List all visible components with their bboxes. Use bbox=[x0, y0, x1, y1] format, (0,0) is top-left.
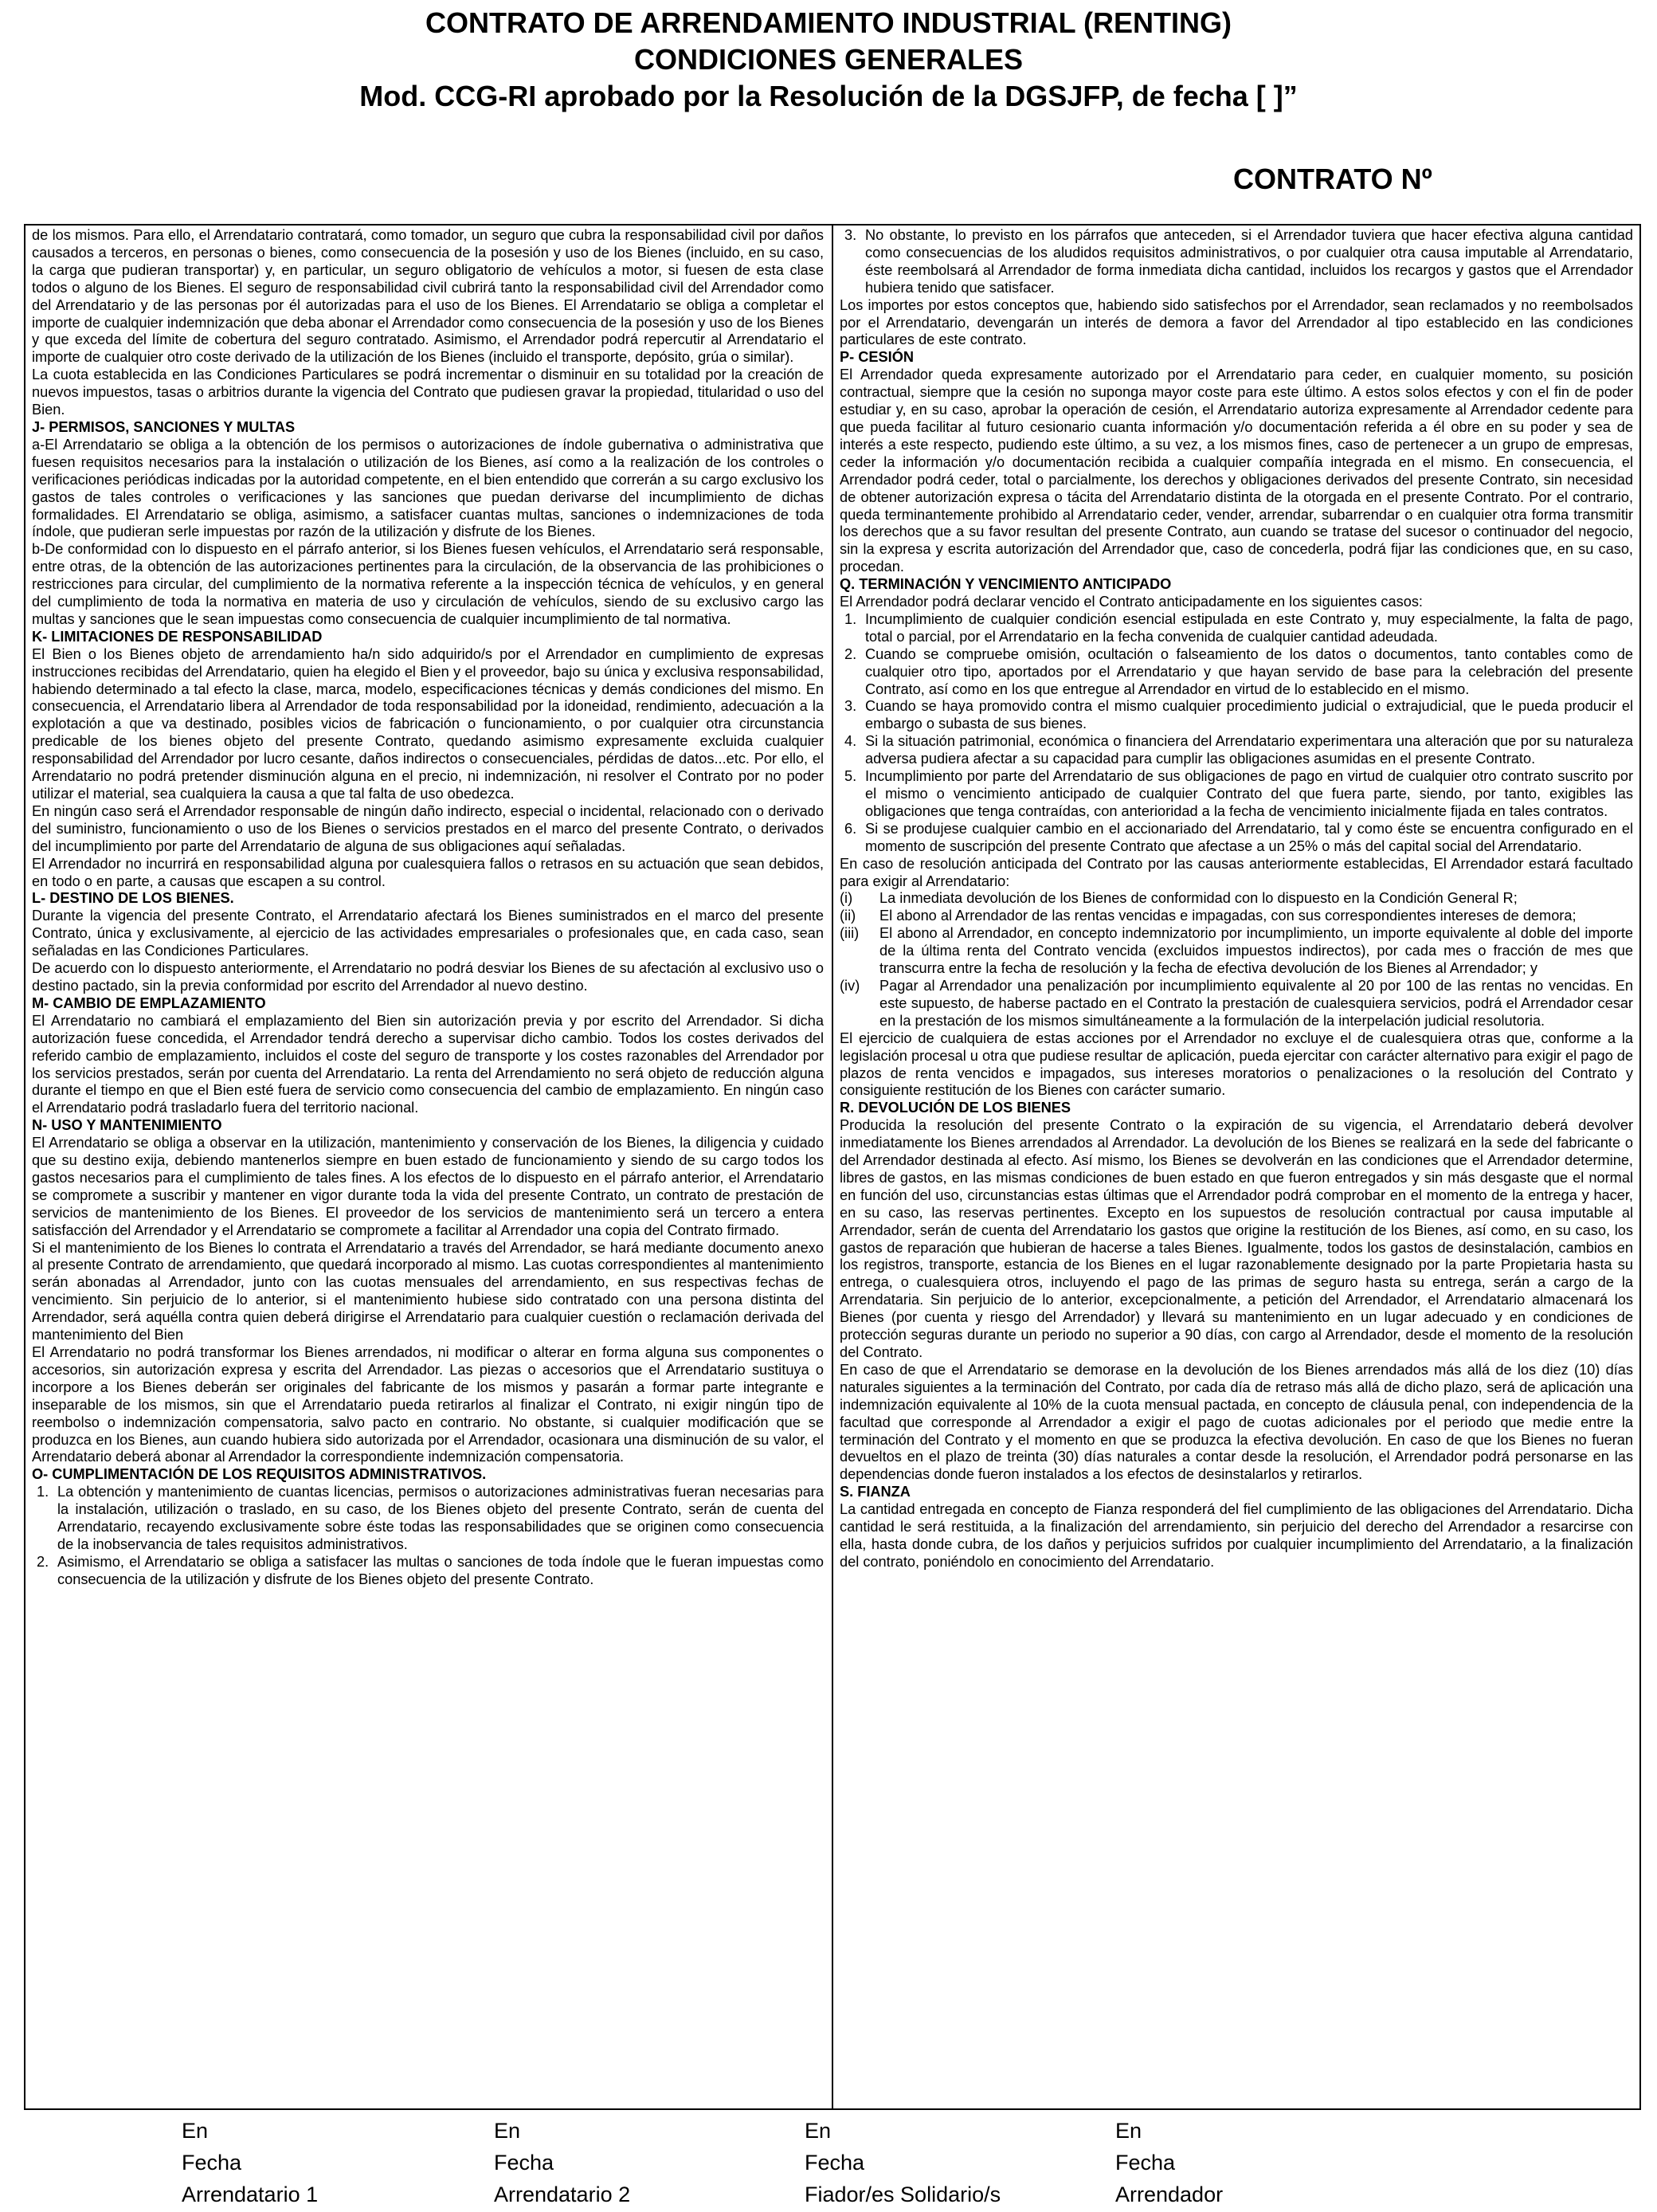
list-text: Pagar al Arrendador una penalización por incumplimiento equivalente al 20 por 100 de las rentas no vencidas. En este supuesto, de haberse pactado en el Contrato la prestación de cualesquiera servicios, podrá el Arrendador cesar en la prestación de los mismos simultáneamente a la formulación de la interpelación judicial resolutoria. bbox=[879, 977, 1633, 1029]
section-title-r: R. DEVOLUCIÓN DE LOS BIENES bbox=[840, 1100, 1071, 1116]
list-number: 2. bbox=[844, 645, 857, 662]
paragraph: En caso de resolución anticipada del Contrato por las causas anteriormente establecidas, El Arrendador estará facultado para exigir al Arrendatario: bbox=[840, 855, 1633, 889]
list-item bbox=[840, 890, 1633, 908]
section-title-p: P- CESIÓN bbox=[840, 349, 914, 366]
paragraph: El Arrendatario no cambiará el emplazamiento del Bien sin autorización previa y por escrito del Arrendador. Si dicha autorización fuese concedida, el Arrendador tendrá derecho a supervisar dicho cambio. Todos los costes derivados del referido cambio de emplazamiento, incluidos el coste del seguro de transporte y los costes razonables del Arrendador por los servicios prestados, serán por cuenta del Arrendatario. La renta del Arrendamiento no será objeto de reducción alguna durante el tiempo en que el Bien esté fuera de servicio como consecuencia del cambio de emplazamiento. En ningún caso el Arrendatario podrá trasladarlo fuera del territorio nacional. bbox=[32, 1012, 824, 1116]
list-item bbox=[840, 978, 1633, 1030]
section-title-s: S. FIANZA bbox=[840, 1484, 911, 1500]
paragraph: En caso de que el Arrendatario se demorase en la devolución de los Bienes arrendados más allá de los diez (10) días naturales siguientes a la terminación del Contrato, por cada día de retraso más allá de dicho plazo, será de aplicación una indemnización equivalente al 10% de la cuota mensual pactada, en concepto de cláusula penal, con independencia de la facultad que corresponde al Arrendador a exigir el pago de cuotas adicionales por el periodo que medie entre la terminación del Contrato y el momento en que se produzca la efectiva devolución. En caso de que los Bienes no fueran devueltos en el plazo de treinta (30) días naturales a contar desde la resolución, el Arrendador podrá personarse en las dependencias donde fueron instalados a los efectos de desinstalarlos y retirarlos. bbox=[840, 1361, 1633, 1483]
paragraph: El Arrendador podrá declarar vencido el Contrato anticipadamente en los siguientes casos: bbox=[840, 594, 1423, 610]
paragraph: El Arrendador no incurrirá en responsabilidad alguna por cualesquiera fallos o retrasos en su actuación que sean debidos, en todo o en parte, a causas que escapen a su control. bbox=[32, 855, 824, 889]
list-item bbox=[840, 611, 1633, 646]
list-text: La obtención y mantenimiento de cuantas licencias, permisos o autorizaciones administrativas fueran necesarias para la instalación, utilización o traslado, en su caso, de los Bienes objeto del presente Contrato, serán de cuenta del Arrendatario, recayendo exclusivamente sobre éste todas las responsabilidades que se originen como consecuencia de la inobservancia de tales requisitos administrativos. bbox=[57, 1484, 824, 1552]
paragraph: Producida la resolución del presente Contrato o la expiración de su vigencia, el Arrendatario deberá devolver inmediatamente los Bienes arrendados al Arrendador. La devolución de los Bienes se realizará en la sede del fabricante o del Arrendador destinada al efecto. Así mismo, los Bienes se devolverán en las condiciones que el Arrendador determine, libres de gastos, en las mismas condiciones de buen estado en que fueron entregados y sin más desgaste que el normal en función del uso, circunstancias estas últimas que el Arrendador podrá comprobar en el momento de la entrega y hacer, en su caso, las reservas pertinentes. Excepto en los supuestos de resolución contractual por causa imputable al Arrendador, serán de cuenta del Arrendatario los gastos que origine la restitución de los Bienes, así como, en su caso, los gastos de reparación que hubieran de hacerse a tales Bienes. Igualmente, todos los gastos de desinstalación, cambios en los registros, transporte, estancia de los Bienes en el lugar razonablemente designado por la parte Propietaria hasta su entrega, o cualesquiera otros, incluyendo el pago de las primas de seguro hasta su entrega, serán a cargo de la Arrendataria. Sin perjuicio de lo anterior, excepcionalmente, a petición del Arrendador, el Arrendatario almacenará los Bienes (por cuenta y riesgo del Arrendador) y llevará su mantenimiento en un lugar adecuado y en condiciones de protección seguras durante un periodo no superior a 90 días, con cargo al Arrendador, desde el momento de la resolución del Contrato. bbox=[840, 1117, 1633, 1360]
list-number: 2. bbox=[37, 1553, 49, 1570]
paragraph: El Bien o los Bienes objeto de arrendamiento ha/n sido adquirido/s por el Arrendador en cumplimiento de expresas instrucciones recibidas del Arrendatario, quien ha elegido el Bien y el proveedor, bajo su única y exclusiva responsabilidad, habiendo determinado a tal efecto la clase, marca, modelo, especificaciones técnicas y demás condiciones del mismo. En consecuencia, el Arrendatario libera al Arrendador de toda responsabilidad por la idoneidad, rendimiento, adecuación a la explotación a que va destinado, posibles vicios de fabricación o funcionamiento, o por cualquier otra circunstancia predicable de los bienes objeto del presente Contrato, quedando asimismo expresamente excluida cualquier responsabilidad del Arrendador por lucro cesante, daños indirectos o consecuenciales, pérdidas de datos...etc. Por ello, el Arrendatario no podrá pretender disminución alguna en el precio, ni indemnización, ni resolver el Contrato por no poder utilizar el material, sea cualquiera la causa a que tal falta de uso obedezca. bbox=[32, 645, 824, 802]
paragraph: La cantidad entregada en concepto de Fianza responderá del fiel cumplimiento de las obligaciones del Arrendatario. Dicha cantidad le será restituida, a la finalización del arrendamiento, sin perjuicio del derecho del Arrendador a resarcirse con ella, hasta donde cubra, de los daños y perjuicios sufridos por cualquier incumplimiento del Arrendatario, a la finalización del contrato, poniéndolo en conocimiento del Arrendatario. bbox=[840, 1501, 1633, 1570]
list-text: La inmediata devolución de los Bienes de conformidad con lo dispuesto en la Condición General R; bbox=[879, 890, 1518, 907]
contract-number-label: CONTRATO Nº bbox=[1233, 163, 1432, 195]
signature-place-label: En bbox=[494, 2119, 521, 2143]
list-number: 4. bbox=[844, 733, 857, 750]
signature-role: Arrendador bbox=[1115, 2183, 1224, 2206]
list-number: 1. bbox=[844, 610, 857, 627]
signature-place-label: En bbox=[805, 2119, 832, 2143]
list-text: Si se produjese cualquier cambio en el accionariado del Arrendatario, tal y como éste se encuentra configurado en el momento de suscripción del presente Contrato que afectase a un 25% o más del capital social del Arrendatario. bbox=[865, 820, 1633, 854]
list-number: (ii) bbox=[840, 908, 856, 924]
signature-block-fiador bbox=[805, 2115, 1001, 2210]
paragraph: Los importes por estos conceptos que, habiendo sido satisfechos por el Arrendador, sean reclamados y no reembolsados por el Arrendatario, devengarán un interés de demora a favor del Arrendador al tipo establecido en las condiciones particulares de este contrato. bbox=[840, 296, 1633, 348]
section-title-j: J- PERMISOS, SANCIONES Y MULTAS bbox=[32, 418, 296, 435]
list-text: Incumplimiento de cualquier condición esencial estipulada en este Contrato y, muy especialmente, la falta de pago, total o parcial, por el Arrendatario en la fecha convenida de cualquier cantidad adeudada. bbox=[865, 610, 1633, 645]
paragraph: de los mismos. Para ello, el Arrendatario contratará, como tomador, un seguro que cubra la responsabilidad civil por daños causados a terceros, en personas o bienes, como consecuencia de la posesión y uso de los Bienes (incluido, en su caso, la carga que pudieran transportar) y, en particular, un seguro obligatorio de vehículos a motor, si fuesen de esta clase todos o alguno de los Bienes. El seguro de responsabilidad civil cubrirá tanto la responsabilidad civil del Arrendador como del Arrendatario y de las personas por él autorizadas para el uso de los Bienes. El Arrendatario se obliga a completar el importe de cualquier indemnización que deba abonar el Arrendador como consecuencia de la posesión y uso de los Bienes y que exceda del límite de cobertura del seguro contratado. Asimismo, el Arrendador podrá repercutir al Arrendatario el importe de cualquier otro coste derivado de la utilización de los Bienes (incluido el transporte, depósito, grúa o similar). bbox=[32, 227, 824, 366]
paragraph: El ejercicio de cualquiera de estas acciones por el Arrendador no excluye el de cualesquiera otras que, conforme a la legislación procesal u otra que pudiese resultar de aplicación, pueda ejercitar con carácter alternativo para exigir el pago de plazos de renta vencidos e impagados, sus intereses moratorios o penalizaciones o la resolución del Contrato y consiguiente restitución de los Bienes con carácter sumario. bbox=[840, 1030, 1633, 1099]
paragraph: b-De conformidad con lo dispuesto en el párrafo anterior, si los Bienes fuesen vehículos, el Arrendatario será responsable, entre otras, de la obtención de las autorizaciones pertinentes para la circulación, de la observancia de las prohibiciones o restricciones para circular, del cumplimiento de la normativa referente a la inspección técnica de vehículos, y en general del cumplimiento de toda la normativa en materia de uso y circulación de vehículos, siendo de su exclusivo cargo las multas y sanciones que le sean impuestas como consecuencia de cualquier incumplimiento de tal normativa. bbox=[32, 541, 824, 627]
section-title-o: O- CUMPLIMENTACIÓN DE LOS REQUISITOS ADMINISTRATIVOS. bbox=[32, 1466, 487, 1483]
list-item bbox=[840, 227, 1633, 297]
paragraph: Durante la vigencia del presente Contrato, el Arrendatario afectará los Bienes suministrados en el marco del presente Contrato, única y exclusivamente, al ejercicio de las actividades empresariales o profesionales que, en cada caso, sean señaladas en las Condiciones Particulares. bbox=[32, 908, 824, 959]
signature-date-label: Fecha bbox=[1115, 2151, 1176, 2175]
list-number: 1. bbox=[37, 1484, 49, 1500]
list-text: El abono al Arrendador, en concepto indemnizatorio por incumplimiento, un importe equivalente al doble del importe de la última renta del Contrato vencida (excluidos impuestos indirectos), por cada mes o fracción de mes que transcurra entre la fecha de resolución y la fecha de efectiva devolución de los Bienes al Arrendador; y bbox=[879, 925, 1633, 977]
paragraph: Si el mantenimiento de los Bienes lo contrata el Arrendatario a través del Arrendador, se hará mediante documento anexo al presente Contrato de arrendamiento, que quedará incorporado al mismo. Las cuotas correspondientes al mantenimiento serán abonadas al Arrendador, junto con las cuotas mensuales del arrendamiento, en sus respectivas fechas de vencimiento. Sin perjuicio de lo anterior, si el mantenimiento hubiese sido contratado con una persona distinta del Arrendador, será aquélla contra quien deberá dirigirse el Arrendatario para cualquier cuestión o reclamación derivada del mantenimiento del Bien bbox=[32, 1239, 824, 1343]
left-column bbox=[25, 226, 833, 2108]
list-number: 5. bbox=[844, 768, 857, 785]
list-number: 6. bbox=[844, 820, 857, 837]
signature-role: Arrendatario 2 bbox=[494, 2183, 631, 2206]
right-column bbox=[833, 226, 1639, 2108]
list-item bbox=[840, 646, 1633, 699]
list-item bbox=[840, 925, 1633, 978]
signature-place-label: En bbox=[1115, 2119, 1142, 2143]
paragraph: La cuota establecida en las Condiciones Particulares se podrá incrementar o disminuir en su totalidad por la creación de nuevos impuestos, tasas o arbitrios durante la vigencia del Contrato que pudiesen gravar la propiedad, titularidad o uso del Bien. bbox=[32, 367, 824, 418]
signature-block-arrendador bbox=[1115, 2115, 1223, 2210]
list-item bbox=[32, 1484, 824, 1554]
section-title-m: M- CAMBIO DE EMPLAZAMIENTO bbox=[32, 994, 266, 1011]
signature-block-arrendatario-1 bbox=[182, 2115, 318, 2210]
signature-role: Fiador/es Solidario/s bbox=[805, 2183, 1001, 2206]
paragraph: El Arrendador queda expresamente autorizado por el Arrendatario para ceder, en cualquier momento, su posición contractual, siempre que la cesión no suponga mayor coste para este último. A estos solos efectos y con el fin de poder estudiar y, en su caso, aprobar la operación de cesión, el Arrendatario autoriza expresamente al Arrendador cedente para que pueda facilitar al futuro cesionario cuanta información y/o documentación referida a él obre en su poder y sea de interés a este respecto, pudiendo este último, a su vez, a los mismos fines, caso de pertenecer a un grupo de empresas, ceder la información y/o documentación recibida a cualquier compañía integrada en el mismo. En consecuencia, el Arrendador podrá ceder, total o parcialmente, los derechos y obligaciones derivados del presente Contrato, sin necesidad de obtener autorización expresa o tácita del Arrendatario distinta de la otorgada en el presente Contrato. Por el contrario, queda terminantemente prohibido al Arrendatario ceder, vender, arrendar, subarrendar o en cualquier otra forma transmitir los derechos que a su favor resultan del presente Contrato, aun cuando se tratase del sucesor o continuador del negocio, sin la expresa y escrita autorización del Arrendador que, caso de concederla, podrá fijar las condiciones que, en su caso, procedan. bbox=[840, 367, 1633, 575]
paragraph: En ningún caso será el Arrendador responsable de ningún daño indirecto, especial o incidental, relacionado con o derivado del suministro, funcionamiento o uso de los Bienes o servicios prestados en el marco del presente Contrato, o derivados del incumplimiento por parte del Arrendatario de alguna de sus obligaciones aquí señaladas. bbox=[32, 802, 824, 854]
section-title-q: Q. TERMINACIÓN Y VENCIMIENTO ANTICIPADO bbox=[840, 576, 1172, 593]
list-text: Si la situación patrimonial, económica o financiera del Arrendatario experimentara una alteración que por su naturaleza adversa pudiera afectar a su capacidad para cumplir las obligaciones asumidas en el presente Contrato. bbox=[865, 733, 1633, 767]
list-number: 3. bbox=[844, 227, 857, 243]
signature-date-label: Fecha bbox=[494, 2151, 554, 2175]
list-item bbox=[840, 768, 1633, 821]
signature-block-arrendatario-2 bbox=[494, 2115, 630, 2210]
list-item bbox=[32, 1554, 824, 1589]
list-text: Cuando se haya promovido contra el mismo cualquier procedimiento judicial o extrajudicial, que le pueda producir el embargo o subasta de sus bienes. bbox=[865, 698, 1633, 732]
document-header bbox=[0, 0, 1657, 115]
list-item bbox=[840, 821, 1633, 856]
list-item bbox=[840, 698, 1633, 733]
paragraph: De acuerdo con lo dispuesto anteriormente, el Arrendatario no podrá desviar los Bienes de su afectación al exclusivo uso o destino pactado, sin la previa conformidad por escrito del Arrendador al nuevo destino. bbox=[32, 960, 824, 994]
signature-date-label: Fecha bbox=[805, 2151, 865, 2175]
signature-date-label: Fecha bbox=[182, 2151, 242, 2175]
section-title-n: N- USO Y MANTENIMIENTO bbox=[32, 1117, 222, 1134]
conditions-frame bbox=[24, 224, 1641, 2110]
list-text: Incumplimiento por parte del Arrendatario de sus obligaciones de pago en virtud de cualquier otro contrato suscrito por el mismo o vencimiento anticipado de cualquier Contrato del que fuera parte, siendo, por tanto, exigibles las obligaciones que tenga contraídas, con anterioridad a la fecha de vencimiento inicialmente fijada en tales contratos. bbox=[865, 768, 1633, 819]
list-text: Asimismo, el Arrendatario se obliga a satisfacer las multas o sanciones de toda índole que le fueran impuestas como consecuencia de la utilización y disfrute de los Bienes objeto del presente Contrato. bbox=[57, 1553, 824, 1587]
signature-role: Arrendatario 1 bbox=[182, 2183, 319, 2206]
list-number: (iv) bbox=[840, 977, 860, 994]
document-subtitle: CONDICIONES GENERALES bbox=[633, 43, 1024, 76]
signature-place-label: En bbox=[182, 2119, 209, 2143]
list-text: No obstante, lo previsto en los párrafos que anteceden, si el Arrendador tuviera que hacer efectiva alguna cantidad como consecuencias de los aludidos requisitos administrativos, o por cualquier otra causa imputable al Arrendatario, éste reembolsará al Arrendador de forma inmediata dicha cantidad, incluidos los recargos y gastos que el Arrendador hubiera tenido que satisfacer. bbox=[865, 227, 1633, 296]
list-number: 3. bbox=[844, 698, 857, 715]
list-number: (iii) bbox=[840, 925, 860, 942]
list-item bbox=[840, 908, 1633, 925]
paragraph: El Arrendatario no podrá transformar los Bienes arrendados, ni modificar o alterar en forma alguna sus componentes o accesorios, sin autorización expresa y escrita del Arrendador. Las piezas o accesorios que el Arrendatario sustituya o incorpore a los Bienes deberán ser originales del fabricante de los mismos y pasarán a formar parte integrante e inseparable de los mismos, sin que el Arrendatario pueda retirarlos al finalizar el Contrato, ni exigir ningún tipo de reembolso o indemnización compensatoria, salvo pacto en contrario. No obstante, si cualquier modificación que se produzca en los Bienes, aun cuando hubiera sido autorizada por el Arrendador, ocasionara una disminución de su valor, el Arrendatario deberá abonar al Arrendador la correspondiente indemnización compensatoria. bbox=[32, 1344, 824, 1465]
section-title-l: L- DESTINO DE LOS BIENES. bbox=[32, 890, 234, 907]
list-text: El abono al Arrendador de las rentas vencidas e impagadas, con sus correspondientes intereses de demora; bbox=[879, 908, 1577, 924]
paragraph: a-El Arrendatario se obliga a la obtención de los permisos o autorizaciones de índole gubernativa o administrativa que fuesen requisitos necesarios para la instalación o utilización de los Bienes, así como a la realización de los controles o verificaciones periódicas indicadas por la autoridad competente, en el bien entendido que correrán a su cargo exclusivo los gastos de tales controles o verificaciones y las sanciones que puedan derivarse del incumplimiento de dichas formalidades. El Arrendatario se obliga, asimismo, a satisfacer cuantas multas, sanciones o indemnizaciones de toda índole, que pudieran serle impuestas por razón de la utilización y disfrute de los Bienes. bbox=[32, 436, 824, 540]
list-text: Cuando se compruebe omisión, ocultación o falseamiento de los datos o documentos, tanto contables como de cualquier otro tipo, aportados por el Arrendatario y que hayan servido de base para la celebración del presente Contrato, así como en los que entregue al Arrendador en virtud de lo establecido en el mismo. bbox=[865, 645, 1633, 697]
paragraph: El Arrendatario se obliga a observar en la utilización, mantenimiento y conservación de los Bienes, la diligencia y cuidado que su destino exija, debiendo mantenerlos siempre en buen estado de funcionamiento y siendo de su cargo todos los gastos necesarios para el cumplimiento de tales fines. A los efectos de lo dispuesto en el párrafo anterior, el Arrendatario se compromete a suscribir y mantener en vigor durante toda la vida del presente Contrato, un contrato de prestación de servicios de mantenimiento de los Bienes. El proveedor de los servicios de mantenimiento será un tercero a entera satisfacción del Arrendador y el Arrendatario se compromete a facilitar al Arrendador una copia del Contrato firmado. bbox=[32, 1135, 824, 1238]
section-title-k: K- LIMITACIONES DE RESPONSABILIDAD bbox=[32, 628, 323, 645]
document-title: CONTRATO DE ARRENDAMIENTO INDUSTRIAL (RENTING) bbox=[425, 6, 1232, 39]
list-item bbox=[840, 733, 1633, 768]
model-approval-line: Mod. CCG-RI aprobado por la Resolución de la DGSJFP, de fecha [ ]” bbox=[359, 80, 1298, 112]
list-number: (i) bbox=[840, 890, 853, 907]
